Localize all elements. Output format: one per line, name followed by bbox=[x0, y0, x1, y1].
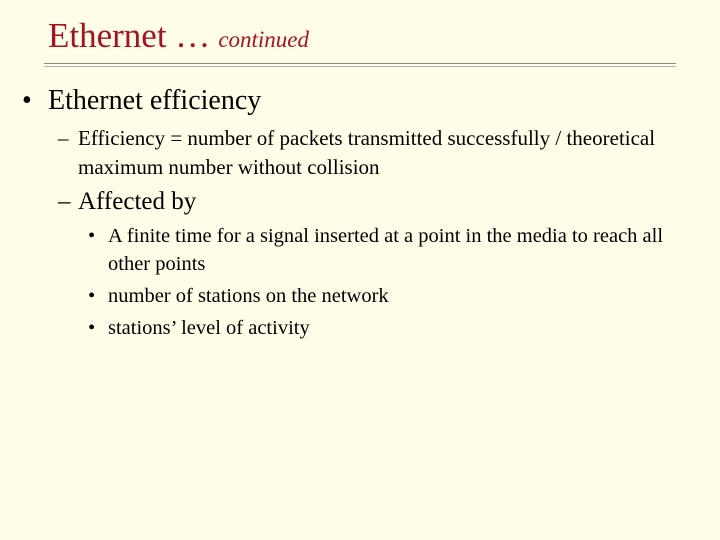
sub-bullet-text: Efficiency = number of packets transmitted successfully / theoretical maximum number without collision bbox=[78, 126, 656, 179]
bullet-mark: • bbox=[88, 225, 96, 247]
sub-bullet-efficiency-definition bbox=[58, 124, 658, 182]
bullet-ethernet-efficiency bbox=[22, 86, 261, 117]
bullet-text: Ethernet efficiency bbox=[48, 85, 262, 116]
list-item-text: stations’ level of activity bbox=[108, 317, 310, 339]
list-item bbox=[88, 222, 688, 278]
title-divider-bottom bbox=[44, 66, 676, 67]
bullet-mark: • bbox=[88, 317, 96, 339]
slide-title bbox=[48, 18, 309, 53]
slide-title-subtitle: continued bbox=[218, 27, 310, 52]
bullet-mark: • bbox=[88, 285, 96, 307]
list-item bbox=[88, 282, 389, 310]
list-item-text: number of stations on the network bbox=[108, 285, 389, 307]
dash-mark: – bbox=[58, 188, 71, 215]
sub-bullet-text: Affected by bbox=[78, 188, 197, 215]
slide-title-main: Ethernet … bbox=[48, 16, 211, 55]
list-item bbox=[88, 314, 310, 342]
bullet-mark: • bbox=[22, 85, 32, 116]
sub-bullet-affected-by bbox=[58, 186, 196, 218]
title-divider-top bbox=[44, 63, 676, 64]
list-item-text: A finite time for a signal inserted at a point in the media to reach all other points bbox=[108, 225, 664, 275]
dash-mark: – bbox=[58, 126, 69, 150]
